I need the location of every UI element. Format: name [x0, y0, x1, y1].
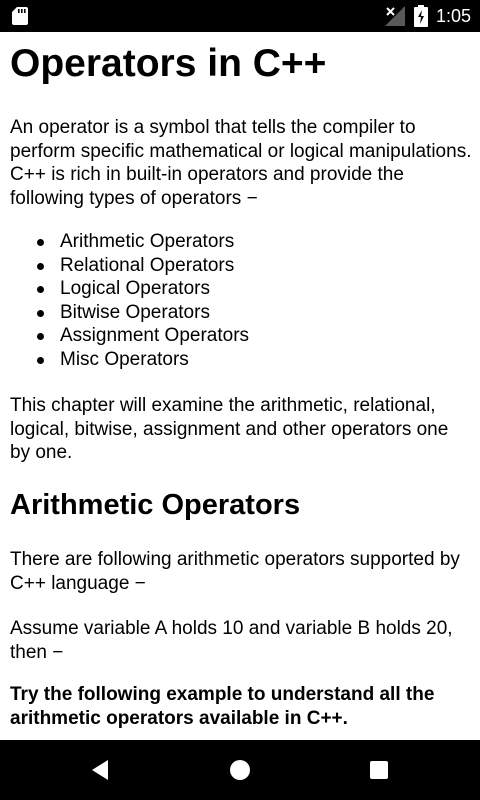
navigation-bar: [0, 740, 480, 800]
back-icon: [90, 759, 110, 781]
list-item: Misc Operators: [0, 348, 470, 372]
list-item: Relational Operators: [0, 254, 470, 278]
status-bar: [0, 0, 480, 32]
home-button[interactable]: [210, 740, 270, 800]
home-icon: [229, 759, 251, 781]
article-content: [0, 32, 480, 740]
battery-charging-icon: [414, 5, 428, 27]
back-button[interactable]: [70, 740, 130, 800]
assumption-paragraph: Assume variable A holds 10 and variable B holds 20, then −: [10, 618, 453, 663]
operator-types-list: [0, 230, 470, 372]
page-title: Operators in C++: [10, 42, 327, 85]
sd-card-icon: [12, 7, 28, 25]
intro-paragraph: An operator is a symbol that tells the compiler to perform specific mathematical or logical manipulations. C++ is rich in built-in operators and provide the following types of operators −: [10, 117, 472, 209]
status-time: 1:05: [436, 6, 472, 26]
list-item: Assignment Operators: [0, 324, 470, 348]
list-item: Arithmetic Operators: [0, 230, 470, 254]
list-item: Logical Operators: [0, 277, 470, 301]
chapter-note-paragraph: This chapter will examine the arithmetic, relational, logical, bitwise, assignment and other operators one by one.: [10, 395, 449, 464]
try-example-paragraph: Try the following example to understand all the arithmetic operators available in C++.: [10, 684, 435, 729]
no-signal-icon: [385, 6, 405, 26]
section-intro-paragraph: There are following arithmetic operators supported by C++ language −: [10, 549, 460, 594]
list-item: Bitwise Operators: [0, 301, 470, 325]
section-heading: Arithmetic Operators: [10, 489, 301, 521]
recents-button[interactable]: [349, 740, 409, 800]
recents-icon: [369, 760, 389, 780]
